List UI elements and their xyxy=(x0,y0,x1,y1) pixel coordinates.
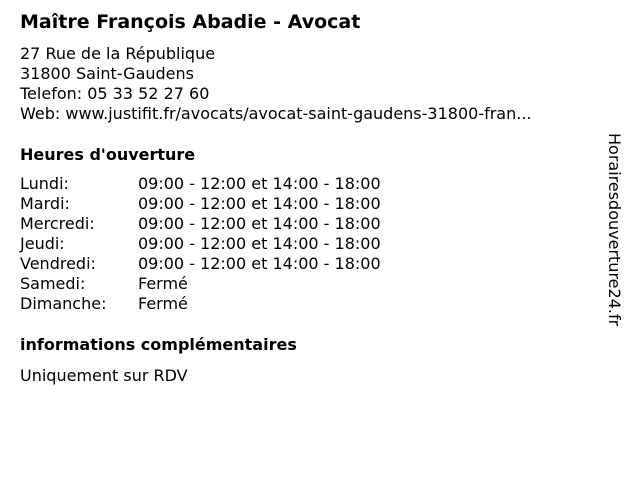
hours-row-thursday xyxy=(20,234,440,254)
website-link[interactable]: Web: www.justifit.fr/avocats/avocat-saint-gaudens-31800-fran... xyxy=(20,104,532,123)
day-label: Dimanche: xyxy=(20,294,107,313)
hours-row-monday xyxy=(20,174,440,194)
site-watermark-label: Horairesdouverture24.fr xyxy=(605,133,624,327)
day-label: Mercredi: xyxy=(20,214,95,233)
hours-value: 09:00 - 12:00 et 14:00 - 18:00 xyxy=(138,214,381,233)
day-label: Jeudi: xyxy=(20,234,65,253)
hours-row-friday xyxy=(20,254,440,274)
phone-number: Telefon: 05 33 52 27 60 xyxy=(20,84,210,103)
contact-block xyxy=(20,44,532,124)
day-label: Mardi: xyxy=(20,194,70,213)
city-address: 31800 Saint-Gaudens xyxy=(20,64,194,83)
hours-value: 09:00 - 12:00 et 14:00 - 18:00 xyxy=(138,254,381,273)
hours-table xyxy=(20,174,440,314)
hours-value: 09:00 - 12:00 et 14:00 - 18:00 xyxy=(138,234,381,253)
hours-value: 09:00 - 12:00 et 14:00 - 18:00 xyxy=(138,194,381,213)
hours-value: Fermé xyxy=(138,274,188,293)
day-label: Vendredi: xyxy=(20,254,96,273)
hours-row-saturday xyxy=(20,274,440,294)
hours-row-tuesday xyxy=(20,194,440,214)
day-label: Samedi: xyxy=(20,274,86,293)
business-name: Maître François Abadie - Avocat xyxy=(20,11,361,33)
info-text: Uniquement sur RDV xyxy=(20,366,188,385)
hours-row-wednesday xyxy=(20,214,440,234)
hours-value: Fermé xyxy=(138,294,188,313)
hours-heading: Heures d'ouverture xyxy=(20,145,196,164)
info-heading: informations complémentaires xyxy=(20,335,297,354)
street-address: 27 Rue de la République xyxy=(20,44,216,63)
hours-row-sunday xyxy=(20,294,440,314)
hours-value: 09:00 - 12:00 et 14:00 - 18:00 xyxy=(138,174,381,193)
day-label: Lundi: xyxy=(20,174,69,193)
